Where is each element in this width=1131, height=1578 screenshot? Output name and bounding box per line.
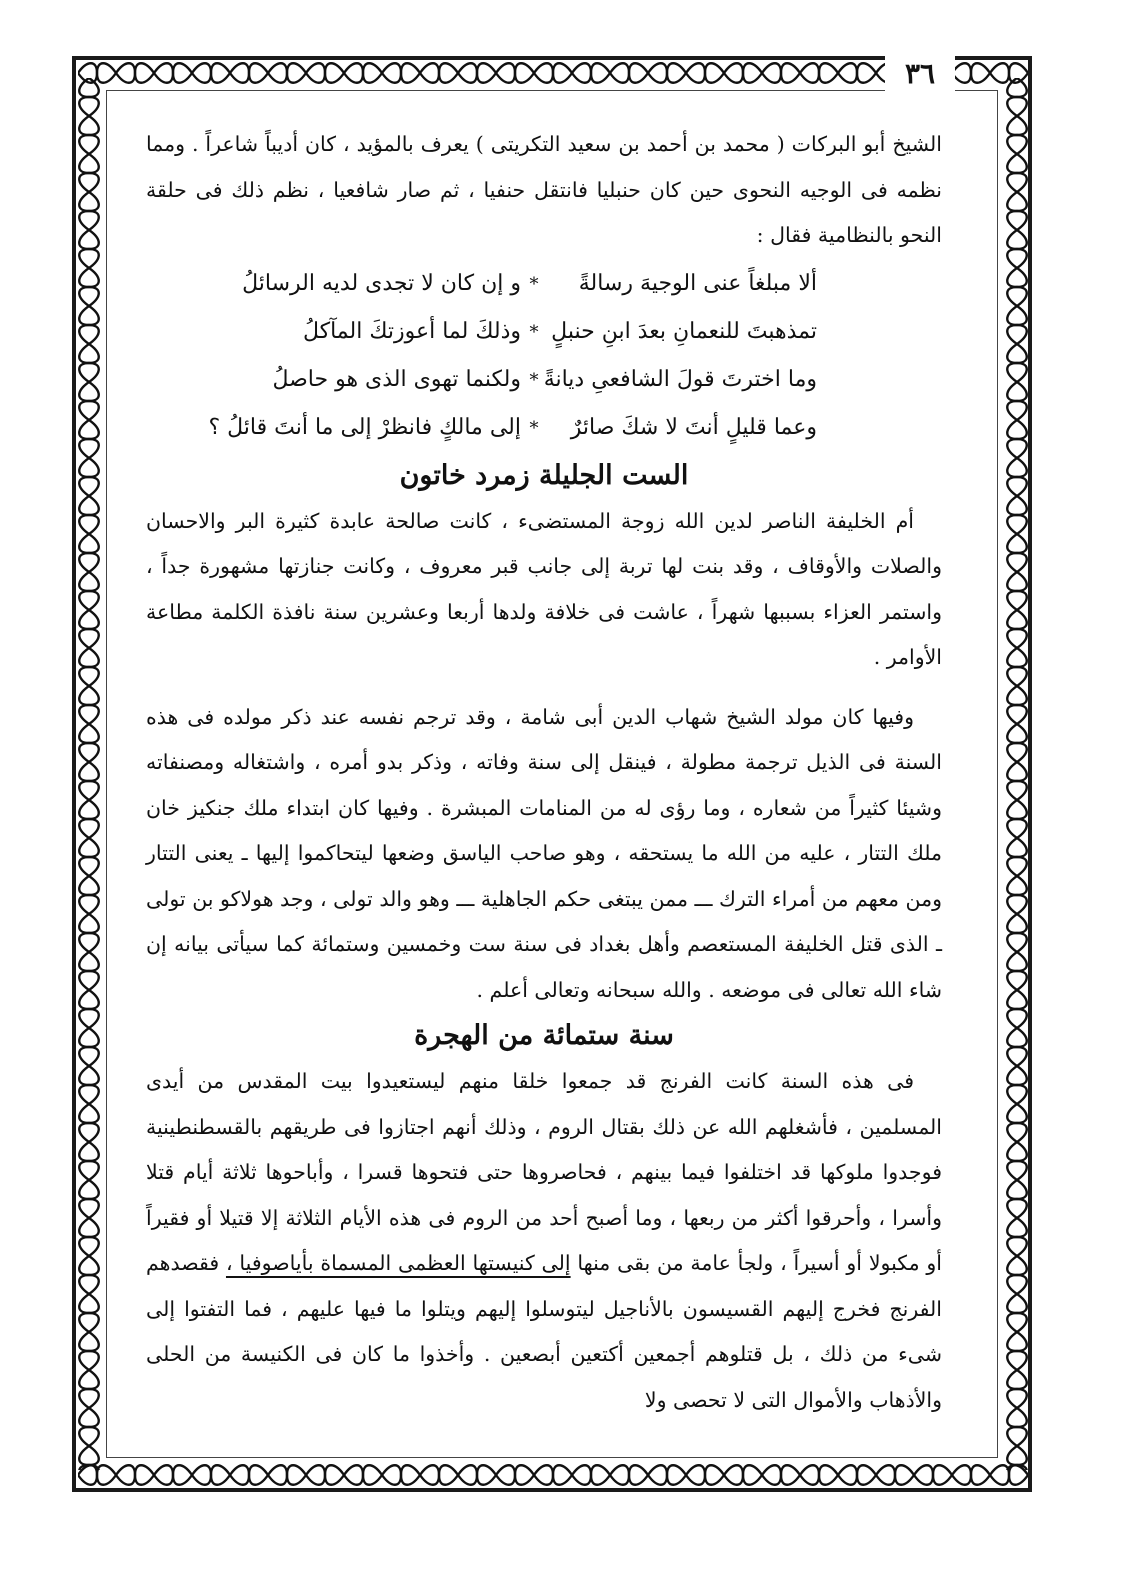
- poem-separator: *: [529, 321, 539, 343]
- poem-hemistich-right: وما اخترتَ قولَ الشافعىِ ديانةً: [543, 366, 817, 392]
- poem-hemistich-right: وعما قليلٍ أنتَ لا شكَ صائرٌ: [570, 414, 817, 440]
- poem-separator: *: [529, 273, 539, 295]
- poem-line: [146, 357, 817, 405]
- page-number: ٣٦: [885, 56, 955, 92]
- ornamental-border-bottom: [78, 1462, 1028, 1488]
- biography-paragraph: أم الخليفة الناصر لدين الله زوجة المستضىء ، كانت صالحة عابدة كثيرة البر والاحسان والصلات والأوقاف ، وقد بنت لها تربة إلى جانب قبر معروف ، وكانت جنازتها مشهورة جداً ، واستمر العزاء بسببها شهراً ، عاشت فى خلافة ولدها أربعا وعشرين سنة نافذة الكلمة مطاعة الأوامر .: [146, 508, 942, 669]
- poem-line: [146, 261, 817, 309]
- poem-line: [146, 309, 817, 357]
- underlined-phrase: إلى كنيستها العظمى المسماة بأياصوفيا ،: [225, 1251, 571, 1275]
- section-heading-year-600: سنة ستمائة من الهجرة: [414, 1020, 674, 1051]
- poem-hemistich-left: و إن كان لا تجدى لديه الرسائلُ: [242, 270, 521, 296]
- events-paragraph: وفيها كان مولد الشيخ شهاب الدين أبى شامة ، وقد ترجم نفسه عند ذكر مولده فى هذه السنة فى الذيل ترجمة مطولة ، فينقل إلى سنة وفاته ، وذكر بدو أمره ، واشتغاله ومصنفاته وشيئا كثيراً من شعاره ، وما رؤى له من المنامات المبشرة . وفيها كان ابتداء ملك جنكيز خان ملك التتار ، عليه من الله ما يستحقه ، وهو صاحب الياسق وضعها ليتحاكموا إليها ـ يعنى التتار ومن معهم من أمراء الترك ـــ ممن يبتغى حكم الجاهلية ـــ وهو والد تولى ، وجد هولاكو بن تولى ـ الذى قتل الخليفة المستعصم وأهل بغداد فى سنة ست وخمسين وستمائة كما سيأتى بيانه إن شاء الله تعالى فى موضعه . والله سبحانه وتعالى أعلم .: [146, 704, 942, 1002]
- section-heading-zumurrud-khatun: الست الجليلة زمرد خاتون: [399, 459, 689, 491]
- intro-paragraph: الشيخ أبو البركات ( محمد بن أحمد بن سعيد التكريتى ) يعرف بالمؤيد ، كان أديباً شاعراً . ومما نظمه فى الوجيه النحوى حين كان حنبليا فانتقل حنفيا ، ثم صار شافعيا ، نظم ذلك فى حلقة النحو بالنظامية فقال :: [146, 132, 942, 247]
- poem-hemistich-right: تمذهبتَ للنعمانِ بعدَ ابنِ حنبلٍ: [551, 318, 817, 344]
- year-600-paragraph: [146, 1059, 942, 1423]
- poem-hemistich-right: ألا مبلغاً عنى الوجيهَ رسالةً: [578, 270, 817, 296]
- poem-line: [146, 405, 817, 453]
- poem-hemistich-left: ولكنما تهوى الذى هو حاصلُ: [272, 366, 521, 392]
- poem-hemistich-left: وذلكَ لما أعوزتكَ المآكلُ: [302, 318, 521, 344]
- poem-separator: *: [529, 369, 539, 391]
- poem: [146, 261, 942, 453]
- paragraph-text: فقصدهم الفرنج فخرج إليهم القسيسون بالأناجيل ليتوسلوا إليهم ويتلوا ما فيها عليهم ، فما التفتوا إلى شىء من ذلك ، بل قتلوهم أجمعين أكتعين أبصعين . وأخذوا ما كان فى الكنيسة من الحلى والأذهاب والأموال التى لا تحصى ولا: [146, 1251, 942, 1412]
- ornamental-border-left: [76, 78, 102, 1470]
- ornamental-border-right: [1004, 78, 1030, 1470]
- poem-separator: *: [529, 417, 539, 439]
- paragraph-text: فى هذه السنة كانت الفرنج قد جمعوا خلقا منهم ليستعيدوا بيت المقدس من أيدى المسلمين ، فأشغلهم الله عن ذلك بقتال الروم ، وذلك أنهم اجتازوا فى طريقهم بالقسطنطينية فوجدوا ملوكها قد اختلفوا فيما بينهم ، فحاصروها حتى فتحوها قسرا ، وأباحوها ثلاثة أيام قتلا وأسرا ، وأحرقوا أكثر من ربعها ، وما أصبح أحد من الروم فى هذه الأيام الثلاثة إلا قتيلا أو فقيراً أو مكبولا أو أسيراً ، ولجأ عامة من بقى منها: [146, 1069, 942, 1275]
- poem-hemistich-left: إلى مالكٍ فانظرْ إلى ما أنتَ قائلُ ؟: [208, 414, 521, 440]
- page-content: [146, 122, 942, 1442]
